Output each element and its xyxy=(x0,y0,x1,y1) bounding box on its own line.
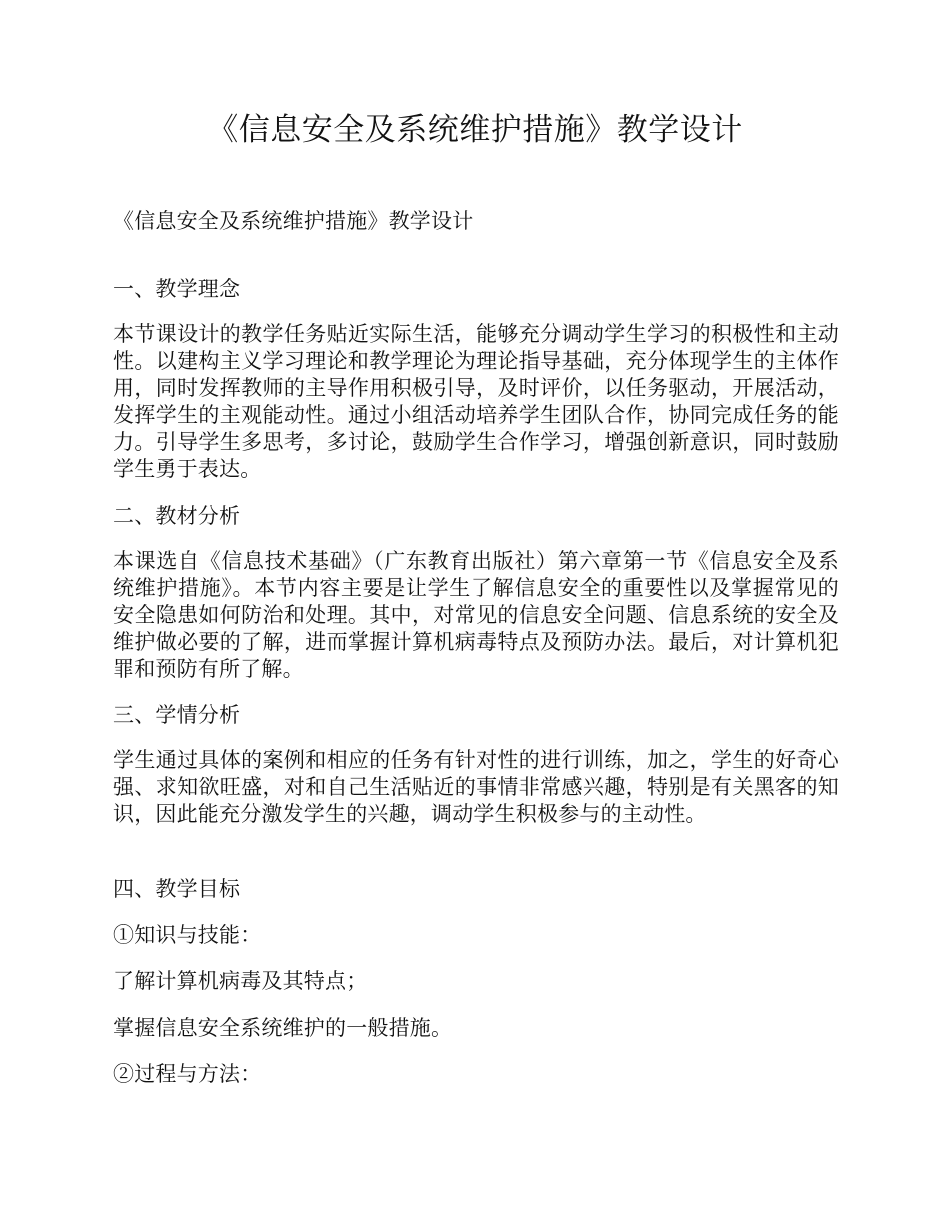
subheading-process-methods: ②过程与方法： xyxy=(113,1062,262,1086)
document-subtitle: 《信息安全及系统维护措施》教学设计 xyxy=(113,209,474,233)
section-heading-material-analysis: 二、教材分析 xyxy=(113,504,241,528)
goal-item: 了解计算机病毒及其特点； xyxy=(113,969,368,993)
section-heading-teaching-philosophy: 一、教学理念 xyxy=(113,277,241,301)
section-heading-teaching-goals: 四、教学目标 xyxy=(113,877,241,901)
section-body-material-analysis: 本课选自《信息技术基础》（广东教育出版社）第六章第一节《信息安全及系统维护措施》。本节内容主要是让学生了解信息安全的重要性以及掌握常见的安全隐患如何防治和处理。其中，对常见的信息安全问题、信息系统的安全及维护做必要的了解，进而掌握计算机病毒特点及预防办法。最后，对计算机犯罪和预防有所了解。 xyxy=(113,549,839,681)
subheading-knowledge-skills: ①知识与技能： xyxy=(113,923,262,947)
section-body-student-analysis: 学生通过具体的案例和相应的任务有针对性的进行训练，加之，学生的好奇心强、求知欲旺盛，对和自己生活贴近的事情非常感兴趣，特别是有关黑客的知识，因此能充分激发学生的兴趣，调动学生积极参与的主动性。 xyxy=(113,748,839,826)
section-body-teaching-philosophy: 本节课设计的教学任务贴近实际生活，能够充分调动学生学习的积极性和主动性。以建构主义学习理论和教学理论为理论指导基础，充分体现学生的主体作用，同时发挥教师的主导作用积极引导，及时评价，以任务驱动，开展活动，发挥学生的主观能动性。通过小组活动培养学生团队合作，协同完成任务的能力。引导学生多思考，多讨论，鼓励学生合作学习，增强创新意识，同时鼓励学生勇于表达。 xyxy=(113,322,839,481)
goal-item: 掌握信息安全系统维护的一般措施。 xyxy=(113,1016,453,1040)
section-heading-student-analysis: 三、学情分析 xyxy=(113,703,241,727)
document-title: 《信息安全及系统维护措施》教学设计 xyxy=(207,112,743,148)
